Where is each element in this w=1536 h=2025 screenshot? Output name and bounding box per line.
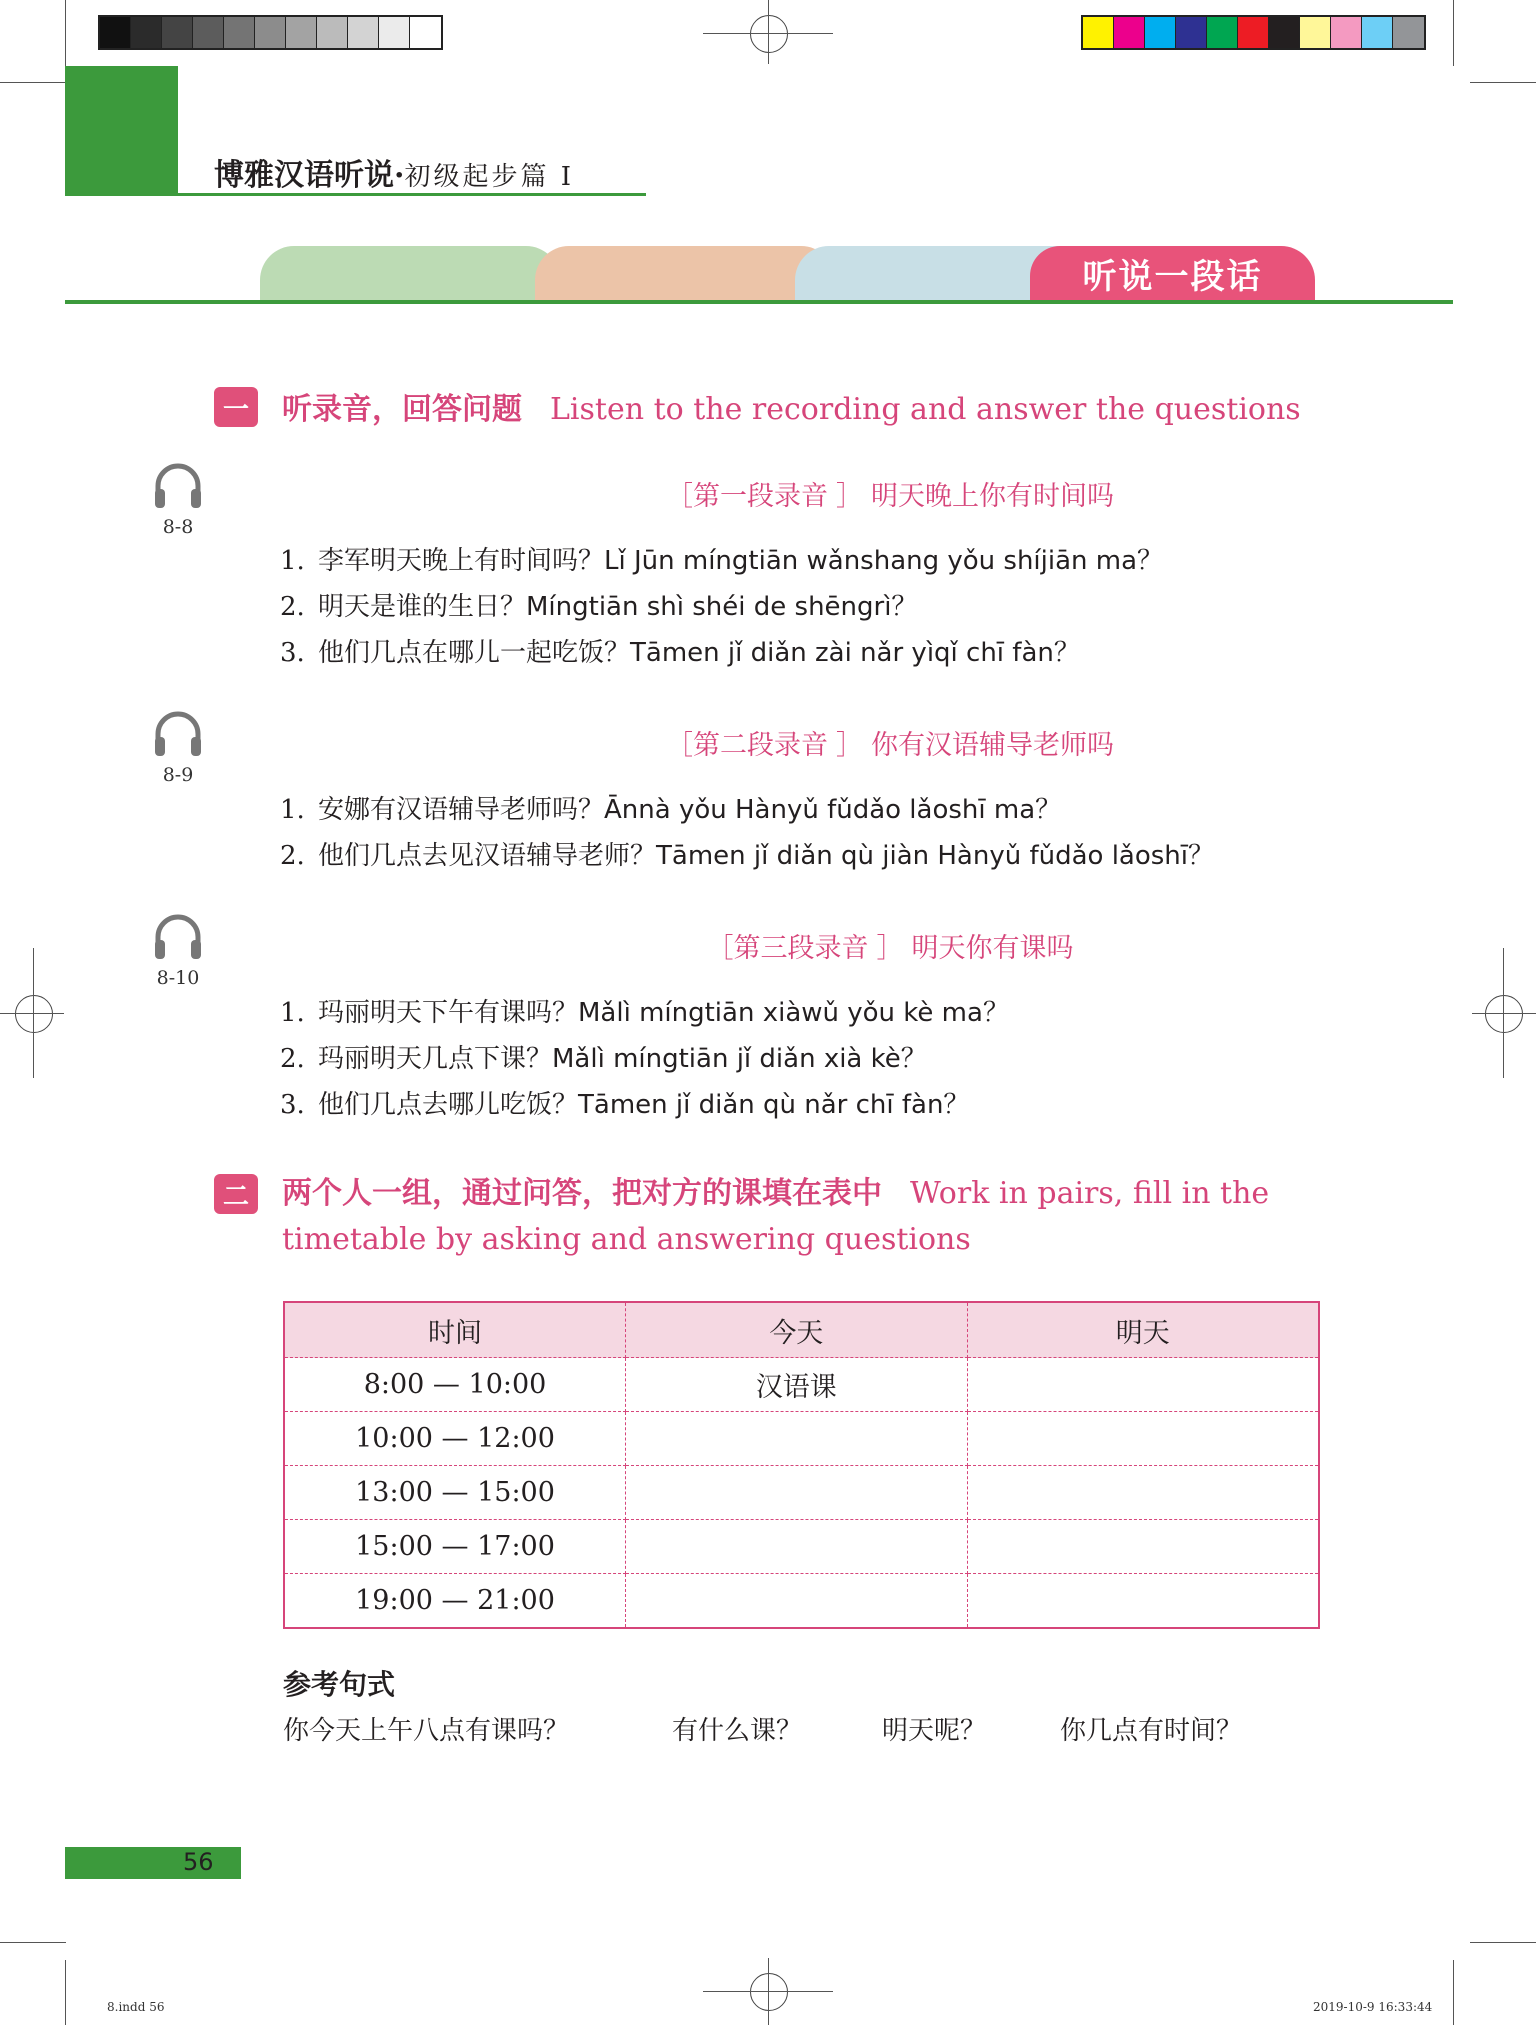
title-separator: · <box>394 158 405 193</box>
question-number: 1. <box>280 546 305 576</box>
today-cell[interactable] <box>626 1520 968 1574</box>
question-item <box>280 632 1080 669</box>
audio-track-8-8[interactable] <box>146 462 210 538</box>
column-header-tomorrow: 明天 <box>967 1302 1319 1358</box>
headphones-icon <box>152 710 204 758</box>
header-underline <box>178 193 646 196</box>
question-item <box>280 1084 969 1121</box>
registration-line <box>0 1013 64 1014</box>
segment-title <box>440 474 1340 513</box>
header-green-block <box>65 66 178 196</box>
audio-track-8-9[interactable] <box>146 710 210 786</box>
reference-sentence: 你几点有时间？ <box>1060 1716 1243 1746</box>
color-swatch <box>162 17 193 48</box>
tabs-baseline <box>65 300 1453 304</box>
question-number: 1. <box>280 998 305 1028</box>
color-swatch <box>1300 17 1331 48</box>
crop-mark <box>0 1942 66 1943</box>
tab-green-decor <box>260 246 560 300</box>
registration-mark <box>1485 995 1523 1033</box>
slug-file-info: 8.indd 56 <box>107 2000 165 2014</box>
segment-label: 第三段录音 <box>733 933 869 964</box>
table-row <box>284 1358 1319 1412</box>
page-number: 56 <box>183 1848 214 1876</box>
question-number: 3. <box>280 1090 305 1120</box>
question-text: 李军明天晚上有时间吗？Lǐ Jūn míngtiān wǎnshang yǒu shíjiān ma？ <box>318 546 1164 576</box>
question-item <box>280 789 1061 826</box>
color-swatch <box>1145 17 1176 48</box>
today-cell[interactable] <box>626 1466 968 1520</box>
tab-orange-decor <box>535 246 835 300</box>
color-swatch <box>410 17 441 48</box>
slug-timestamp: 2019-10-9 16:33:44 <box>1313 2000 1433 2014</box>
question-text: 玛丽明天下午有课吗？Mǎlì míngtiān xiàwǔ yǒu kè ma？ <box>318 998 1009 1028</box>
segment-label: 第二段录音 <box>693 730 828 761</box>
color-swatch <box>193 17 224 48</box>
question-text: 安娜有汉语辅导老师吗？Ānnà yǒu Hànyǔ fǔdǎo lǎoshī ma？ <box>318 795 1062 825</box>
bracket-open: ［ <box>666 481 693 512</box>
registration-line <box>768 1958 769 2025</box>
bracket-close: ］ <box>836 481 863 512</box>
color-swatch <box>286 17 317 48</box>
time-cell: 19:00 — 21:00 <box>284 1574 626 1629</box>
column-header-time: 时间 <box>284 1302 626 1358</box>
time-cell: 13:00 — 15:00 <box>284 1466 626 1520</box>
color-swatch <box>224 17 255 48</box>
segment-topic: 你有汉语辅导老师吗 <box>871 730 1114 761</box>
registration-line <box>33 948 34 1078</box>
question-item <box>280 586 917 623</box>
color-swatch <box>348 17 379 48</box>
section-title-en: Listen to the recording and answer the questions <box>550 392 1301 427</box>
reference-sentence: 明天呢？ <box>882 1716 987 1746</box>
track-number: 8-9 <box>162 764 194 786</box>
crop-mark <box>1453 1960 1454 2025</box>
cmyk-color-bar <box>1081 15 1426 50</box>
tomorrow-cell[interactable] <box>967 1466 1319 1520</box>
color-swatch <box>1176 17 1207 48</box>
crop-mark <box>0 82 66 83</box>
section-number-1: 一 <box>214 387 258 427</box>
question-item <box>280 540 1163 577</box>
color-swatch <box>255 17 286 48</box>
question-number: 2. <box>280 592 305 622</box>
question-number: 2. <box>280 1044 305 1074</box>
bracket-open: ［ <box>706 933 734 964</box>
crop-mark <box>1470 1942 1536 1943</box>
registration-line <box>1472 1013 1536 1014</box>
crop-mark <box>1453 0 1454 66</box>
question-item <box>280 992 1009 1029</box>
segment-title <box>440 723 1340 762</box>
table-row <box>284 1574 1319 1629</box>
bracket-close: ］ <box>836 730 863 761</box>
reference-sentence: 有什么课？ <box>672 1716 803 1746</box>
segment-title <box>440 926 1340 965</box>
section-title-en: Work in pairs, fill in the timetable by asking and answering questions <box>282 1176 1270 1257</box>
color-swatch <box>379 17 410 48</box>
today-cell[interactable]: 汉语课 <box>626 1358 968 1412</box>
time-cell: 8:00 — 10:00 <box>284 1358 626 1412</box>
registration-line <box>1503 948 1504 1078</box>
headphones-icon <box>152 462 204 510</box>
registration-mark <box>15 995 53 1033</box>
section-title-1 <box>282 384 1301 428</box>
color-swatch <box>1238 17 1269 48</box>
color-swatch <box>1362 17 1393 48</box>
segment-topic: 明天你有课吗 <box>911 933 1074 964</box>
tab-active-section: 听说一段话 <box>1030 246 1315 300</box>
question-number: 1. <box>280 795 305 825</box>
tomorrow-cell[interactable] <box>967 1412 1319 1466</box>
question-text: 玛丽明天几点下课？Mǎlì míngtiān jǐ diǎn xià kè？ <box>318 1044 927 1074</box>
book-title <box>214 150 574 194</box>
bracket-close: ］ <box>876 933 904 964</box>
question-item <box>280 835 1214 872</box>
color-swatch <box>100 17 131 48</box>
track-number: 8-8 <box>162 516 194 538</box>
color-swatch <box>1083 17 1114 48</box>
color-swatch <box>131 17 162 48</box>
book-title-main: 博雅汉语听说 <box>214 158 394 193</box>
question-text: 他们几点去哪儿吃饭？Tāmen jǐ diǎn qù nǎr chī fàn？ <box>318 1090 970 1120</box>
book-subtitle: 初级起步篇 I <box>404 162 574 192</box>
table-row <box>284 1520 1319 1574</box>
color-swatch <box>1393 17 1424 48</box>
question-number: 3. <box>280 638 305 668</box>
section-title-cn: 听录音，回答问题 <box>282 392 522 427</box>
question-text: 他们几点去见汉语辅导老师？Tāmen jǐ diǎn qù jiàn Hànyǔ fǔdǎo lǎoshī？ <box>318 841 1215 871</box>
reference-sentence: 你今天上午八点有课吗？ <box>283 1716 570 1746</box>
section-title-2 <box>282 1171 1402 1263</box>
section-title-cn: 两个人一组，通过问答，把对方的课填在表中 <box>282 1176 882 1211</box>
time-cell: 10:00 — 12:00 <box>284 1412 626 1466</box>
headphones-icon <box>152 913 204 961</box>
question-text: 他们几点在哪儿一起吃饭？Tāmen jǐ diǎn zài nǎr yìqǐ chī fàn？ <box>318 638 1080 668</box>
today-cell[interactable] <box>626 1574 968 1629</box>
crop-mark <box>65 0 66 66</box>
today-cell[interactable] <box>626 1412 968 1466</box>
question-item <box>280 1038 927 1075</box>
gray-color-bar <box>98 15 443 50</box>
table-row <box>284 1412 1319 1466</box>
table-header-row <box>284 1302 1319 1358</box>
page-number-bar <box>65 1847 241 1879</box>
tomorrow-cell[interactable] <box>967 1520 1319 1574</box>
timetable <box>283 1301 1320 1629</box>
color-swatch <box>1207 17 1238 48</box>
segment-label: 第一段录音 <box>693 481 828 512</box>
tomorrow-cell[interactable] <box>967 1358 1319 1412</box>
crop-mark <box>1470 82 1536 83</box>
audio-track-8-10[interactable] <box>146 913 210 989</box>
color-swatch <box>317 17 348 48</box>
segment-topic: 明天晚上你有时间吗 <box>871 481 1114 512</box>
column-header-today: 今天 <box>626 1302 968 1358</box>
color-swatch <box>1331 17 1362 48</box>
question-text: 明天是谁的生日？Míngtiān shì shéi de shēngrì？ <box>318 592 918 622</box>
color-swatch <box>1269 17 1300 48</box>
bracket-open: ［ <box>666 730 693 761</box>
color-swatch <box>1114 17 1145 48</box>
reference-patterns-label: 参考句式 <box>283 1668 396 1701</box>
track-number: 8-10 <box>156 967 200 989</box>
question-number: 2. <box>280 841 305 871</box>
time-cell: 15:00 — 17:00 <box>284 1520 626 1574</box>
table-row <box>284 1466 1319 1520</box>
tomorrow-cell[interactable] <box>967 1574 1319 1629</box>
registration-line <box>768 0 769 64</box>
registration-mark <box>750 1973 788 2011</box>
crop-mark <box>65 1960 66 2025</box>
registration-mark <box>750 15 788 53</box>
section-number-2: 二 <box>214 1174 258 1214</box>
